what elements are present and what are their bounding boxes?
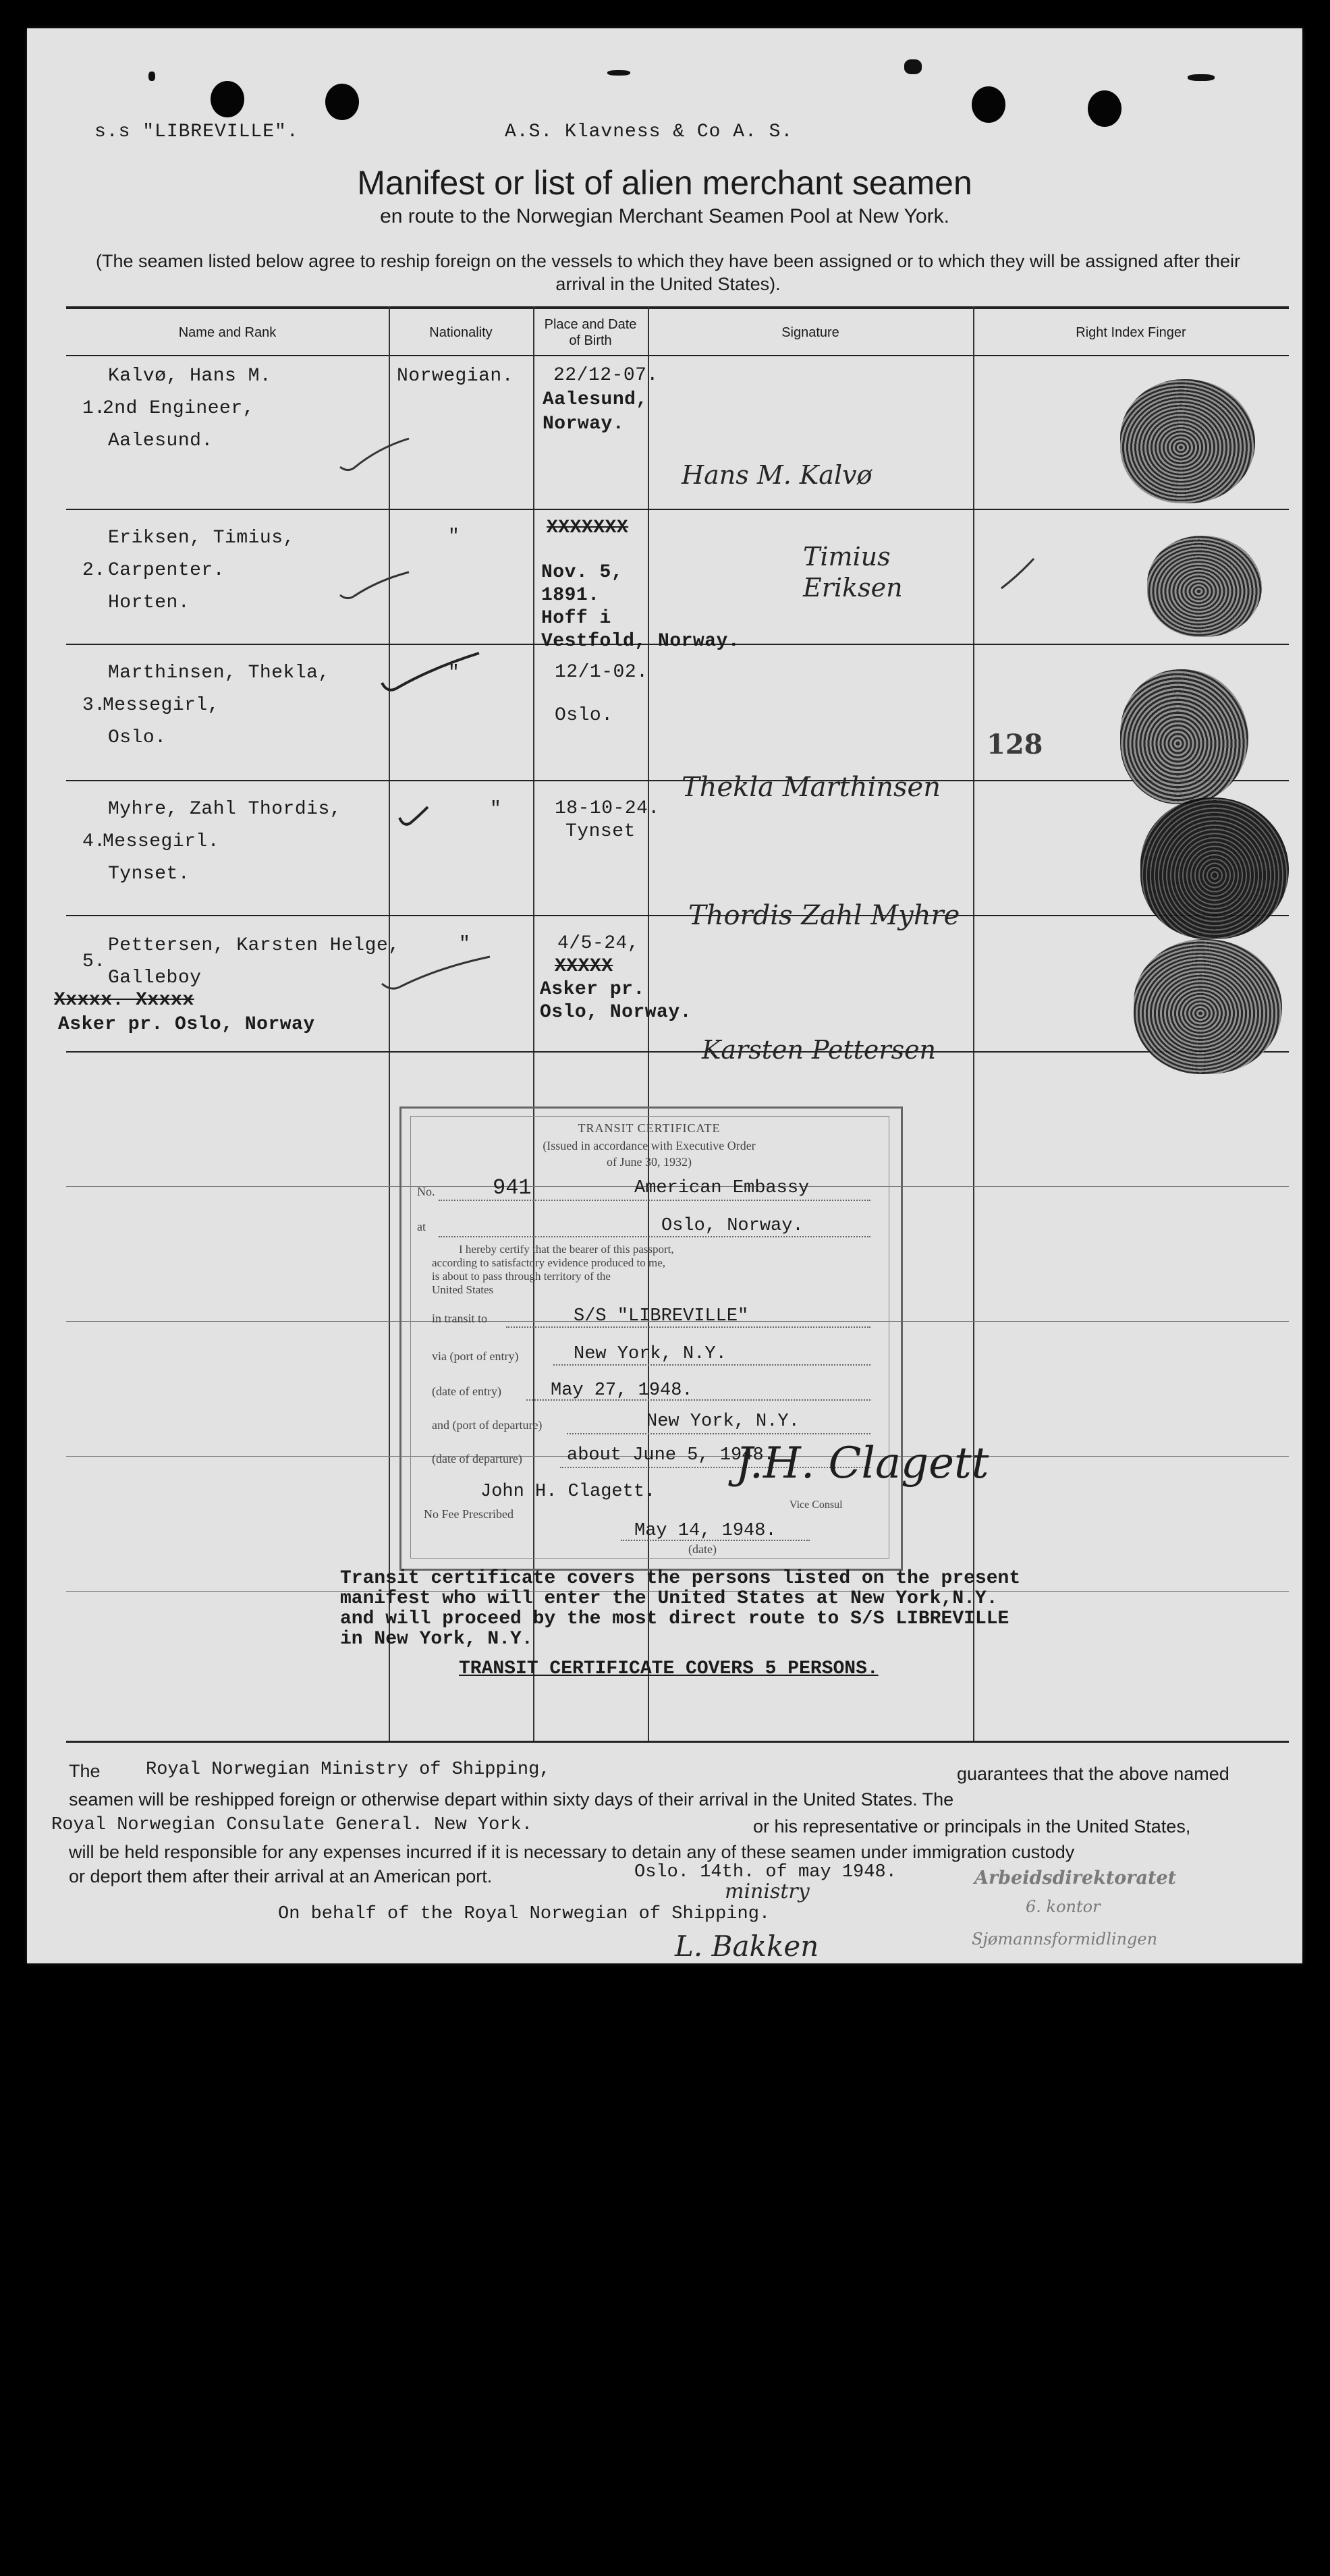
seaman-home: Oslo. (108, 727, 167, 748)
certificate-depart-date-label: (date of departure) (432, 1452, 522, 1465)
seaman-number: 5. (82, 951, 106, 972)
seaman-signature: Thekla Marthinsen (682, 772, 941, 803)
seaman-signature: Thordis Zahl Myhre (688, 900, 960, 931)
stamp-line: Sjømannsformidlingen (972, 1930, 1158, 1949)
seaman-home: Horten. (108, 592, 190, 613)
certificate-transit: S/S "LIBREVILLE" (574, 1306, 749, 1326)
check-mark (397, 804, 431, 831)
seaman-number: 2. (82, 560, 106, 581)
stamp-line: 6. kontor (1026, 1897, 1101, 1916)
column-header-signature: Signature (781, 325, 839, 340)
ministry-insert: ministry (725, 1880, 810, 1903)
footer-consulate: Royal Norwegian Consulate General. New York. (51, 1815, 532, 1835)
seaman-name: Kalvø, Hans M. (108, 366, 272, 387)
seaman-rank: 2nd Engineer, (103, 398, 254, 419)
footer-text: seamen will be reshipped foreign or otherwise depart within sixty days of their arrival in the United States. The (69, 1789, 954, 1810)
certificate-date: May 14, 1948. (634, 1521, 777, 1541)
dotted-line (506, 1326, 870, 1328)
ink-speck (148, 72, 155, 81)
fingerprint-2 (1147, 536, 1262, 637)
certificate-transit-label: in transit to (432, 1312, 487, 1325)
row-divider (66, 915, 1289, 916)
column-header-birth: Place and Date (544, 317, 637, 332)
certificate-issued-2: of June 30, 1932) (607, 1155, 692, 1169)
seaman-name: Myhre, Zahl Thordis, (108, 799, 342, 820)
birth-line: Hoff i (541, 608, 611, 629)
punch-hole (325, 84, 359, 120)
row-divider (66, 1051, 1289, 1053)
check-mark (378, 649, 486, 703)
certificate-issued: (Issued in accordance with Executive Order (543, 1139, 756, 1152)
certificate-text: is about to pass through territory of the (432, 1270, 611, 1283)
margin-number: 128 (987, 729, 1043, 760)
check-mark (337, 433, 412, 474)
birth-line: Norway. (543, 414, 625, 435)
birth-line: Oslo. (555, 705, 613, 726)
footer-text: will be held responsible for any expenses incurred if it is necessary to detain any of these seamen under immigration custody (69, 1842, 1075, 1862)
column-header-birth-2: of Birth (569, 333, 612, 348)
seaman-signature: Karsten Pettersen (702, 1035, 937, 1065)
certificate-text: United States (432, 1283, 494, 1296)
fingerprint-1 (1120, 379, 1255, 503)
certificate-at: Oslo, Norway. (661, 1216, 804, 1236)
birth-line: 12/1-02. (555, 662, 648, 683)
seaman-rank: Messegirl. (103, 831, 220, 852)
agreement-note: (The seamen listed below agree to reship foreign on the vessels to which they have been assigned or to which they will be assigned after their arrival in the United States). (96, 251, 1240, 294)
footer-behalf: On behalf of the Royal Norwegian of Shipping. (278, 1904, 771, 1924)
birth-line: 18-10-24. (555, 798, 660, 819)
consul-title: Vice Consul (789, 1499, 843, 1511)
certificate-issuer: American Embassy (634, 1178, 810, 1198)
certificate-entry-label: (date of entry) (432, 1384, 501, 1398)
certificate-no-label: No. (417, 1185, 435, 1198)
column-header-name-rank: Name and Rank (178, 325, 277, 340)
footer-the: The (69, 1761, 101, 1781)
company-name: A.S. Klavness & Co A. S. (505, 121, 794, 142)
certificate-via-label: via (port of entry) (432, 1349, 519, 1363)
certificate-entry: May 27, 1948. (551, 1380, 693, 1401)
ink-speck (607, 70, 630, 76)
column-divider (973, 306, 974, 1741)
certificate-via: New York, N.Y. (574, 1344, 727, 1364)
dotted-line (621, 1540, 810, 1541)
dotted-line (553, 1364, 870, 1366)
transit-note-line: Transit certificate covers the persons listed on the present (340, 1568, 1021, 1589)
seaman-name: Eriksen, Timius, (108, 528, 295, 549)
header-bottom-rule (66, 355, 1289, 356)
certificate-number: 941 (493, 1175, 532, 1200)
birth-line: Nov. 5, (541, 562, 624, 583)
birth-line: 4/5-24, (557, 933, 640, 954)
birth-line: 1891. (541, 585, 600, 606)
stamp-line: Arbeidsdirektoratet (974, 1868, 1177, 1888)
transit-note-line: and will proceed by the most direct route to S/S LIBREVILLE (340, 1608, 1009, 1629)
dotted-line (567, 1433, 870, 1434)
manifest-document (27, 28, 1302, 1963)
seaman-rank: Carpenter. (108, 560, 225, 581)
fingerprint-4 (1140, 797, 1289, 939)
certificate-depart-port: New York, N.Y. (646, 1411, 800, 1432)
seaman-number: 4. (82, 831, 106, 852)
seaman-rank: Galleboy (108, 968, 202, 988)
row-divider (66, 780, 1289, 781)
certificate-depart-date: about June 5, 1948. (567, 1445, 775, 1465)
footer-text: or deport them after their arrival at an American port. (69, 1866, 493, 1886)
seaman-home-struck: Xxxxx. Xxxxx (54, 990, 194, 1011)
dotted-line (439, 1236, 870, 1237)
seaman-nationality: " (490, 799, 502, 820)
consul-signature: J.H. Clagett (736, 1438, 989, 1488)
seaman-signature: Hans M. Kalvø (682, 460, 872, 490)
certificate-heading: TRANSIT CERTIFICATE (578, 1121, 721, 1135)
birth-line: 22/12-07. (553, 365, 659, 386)
seaman-nationality: " (459, 934, 471, 955)
page-title: Manifest or list of alien merchant seamen (357, 164, 972, 202)
seaman-name: Marthinsen, Thekla, (108, 663, 330, 683)
check-mark (378, 953, 493, 993)
birth-struck: XXXXXXX (547, 517, 629, 538)
certificate-date-label: (date) (688, 1542, 717, 1556)
footer-date: Oslo. 14th. of may 1948. (634, 1862, 897, 1882)
punch-hole (972, 86, 1005, 123)
column-divider (389, 306, 390, 1741)
page-subtitle: en route to the Norwegian Merchant Seamen Pool at New York. (380, 205, 949, 227)
check-mark (337, 568, 412, 602)
footer-ministry: Royal Norwegian Ministry of Shipping, (146, 1760, 551, 1780)
seaman-home: Asker pr. Oslo, Norway (58, 1014, 315, 1035)
seaman-signature: Timius Eriksen (803, 542, 903, 603)
column-header-nationality: Nationality (429, 325, 493, 340)
fingerprint-5 (1134, 939, 1282, 1074)
table-bottom-rule (66, 1741, 1289, 1743)
check-mark (999, 555, 1039, 595)
punch-hole (211, 81, 244, 117)
seaman-name: Pettersen, Karsten Helge, (108, 935, 400, 956)
certificate-at-label: at (417, 1220, 426, 1233)
seaman-nationality: " (448, 663, 460, 683)
footer-rep: or his representative or principals in the United States, (753, 1816, 1191, 1837)
punch-hole (1088, 90, 1121, 127)
row-divider (66, 509, 1289, 510)
ink-speck (904, 59, 922, 74)
seaman-nationality: " (448, 526, 460, 547)
official-signature: L. Bakken (675, 1930, 819, 1963)
seaman-home: Tynset. (108, 864, 190, 885)
ink-speck (1188, 74, 1215, 81)
fee-note: No Fee Prescribed (424, 1507, 514, 1521)
birth-line: Aalesund, (543, 389, 648, 410)
certificate-depart-port-label: and (port of departure) (432, 1418, 543, 1432)
seaman-rank: Messegirl, (103, 695, 220, 716)
certificate-text: I hereby certify that the bearer of this passport, (459, 1243, 674, 1256)
ship-name: s.s "LIBREVILLE". (94, 121, 299, 142)
consul-name: John H. Clagett. (480, 1482, 656, 1502)
birth-line: Asker pr. (540, 979, 645, 1000)
birth-line: Oslo, Norway. (540, 1002, 692, 1023)
seaman-nationality: Norwegian. (397, 366, 514, 387)
birth-line: Tynset (565, 821, 636, 842)
transit-note-total: TRANSIT CERTIFICATE COVERS 5 PERSONS. (459, 1658, 879, 1679)
footer-guarantees: guarantees that the above named (957, 1764, 1229, 1784)
column-header-finger: Right Index Finger (1076, 325, 1186, 340)
birth-line: Vestfold, Norway. (541, 631, 740, 652)
seaman-number: 1. (82, 398, 106, 419)
transit-note-line: in New York, N.Y. (340, 1629, 533, 1650)
certificate-text: according to satisfactory evidence produced to me, (432, 1256, 666, 1269)
seaman-number: 3. (82, 695, 106, 716)
table-top-rule (66, 306, 1289, 309)
birth-struck: XXXXX (555, 956, 613, 977)
transit-note-line: manifest who will enter the United States at New York,N.Y. (340, 1588, 998, 1609)
fingerprint-3 (1120, 669, 1248, 804)
seaman-home: Aalesund. (108, 430, 213, 451)
